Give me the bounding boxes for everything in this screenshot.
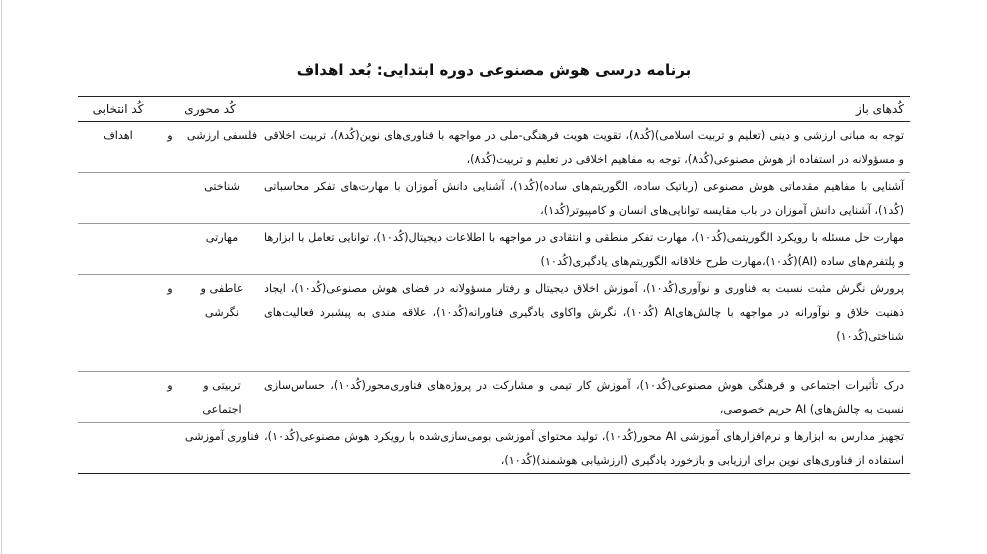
table-row (78, 274, 910, 349)
axial-code-cell: عاطفی و نگرشی (200, 282, 244, 319)
axial-code-cell: شناختی (204, 180, 240, 193)
axial-code-cell: مهارتی (205, 231, 239, 244)
axial-code-cell: فناوری آموزشی (184, 430, 260, 443)
table-row (78, 422, 910, 474)
open-codes-cell: تجهیز مدارس به ابزارها و نرم‌افزارهای آموزشی AI محور(کُد۱۰)، تولید محتوای آموزشی بومی‌سازی‌شده با رویکرد هوش مصنوعی(کُد۱۰)، استفاده از فناوری‌های نوین برای ارزیابی و بازخورد یادگیری (ارزشیابی هوشمند)(کُد۱۰)، (264, 430, 904, 467)
page-edge (1, 0, 2, 554)
header-selective-code: کُد انتخابی (92, 102, 144, 116)
page-title: برنامه درسی هوش مصنوعی دوره ابتدایی: بُعد اهداف (296, 61, 692, 79)
selective-code-cell: اهداف (103, 129, 133, 142)
open-codes-cell: آشنایی با مفاهیم مقدماتی هوش مصنوعی (رباتیک ساده، الگوریتم‌های ساده)(کُد۱)، آشنایی دانش آموزان با مهارت‌های تفکر محاسباتی (کُد۱)، آشنایی دانش آموزان در باب مقایسه توانایی‌های انسان و کامپیوتر(کُد۱)، (264, 180, 905, 217)
conjunction: و (167, 282, 173, 295)
table-header (78, 97, 910, 122)
open-codes-cell: مهارت حل مسئله با رویکرد الگوریتمی(کُد۱۰)، مهارت تفکر منطقی و انتقادی در مواجهه با اطلاعات دیجیتال(کُد۱۰)، توانایی تعامل با ابزارها و پلتفرم‌های ساده (AI)(کُد۱۰)،مهارت طرح خلاقانه الگوریتم‌های یادگیری(کُد۱۰) (264, 231, 904, 268)
conjunction: و (167, 379, 173, 392)
table-row (78, 223, 910, 274)
table-row (78, 172, 910, 223)
axial-code-cell: تربیتی و اجتماعی (202, 379, 242, 416)
header-axial-code: کُد محوری (184, 102, 236, 116)
codes-table (78, 96, 910, 474)
table-row (78, 371, 910, 422)
table-row (78, 122, 910, 172)
open-codes-cell: توجه به مبانی ارزشی و دینی (تعلیم و تربیت اسلامی)(کُد۸)، تقویت هویت فرهنگی-ملی در مواجهه با فناوری‌های نوین(کُد۸)، تربیت اخلاقی و مسؤولانه در استفاده از هوش مصنوعی(کُد۸)، توجه به مفاهیم اخلاقی در تعلیم و تربیت(کُد۸)، (264, 129, 904, 166)
open-codes-cell: درک تأثیرات اجتماعی و فرهنگی هوش مصنوعی(کُد۱۰)، آموزش کار تیمی و مشارکت در پروژه‌های فناوری‌محور(کُد۱۰)، حساس‌سازی نسبت به چالش‌های) AI حریم خصوصی، (264, 379, 904, 416)
axial-code-cell: فلسفی ارزشی (186, 129, 258, 142)
open-codes-cell: پرورش نگرش مثبت نسبت به فناوری و نوآوری(کُد۱۰)، آموزش اخلاق دیجیتال و رفتار مسؤولانه در فضای هوش مصنوعی(کُد۱۰)، ایجاد ذهنیت خلاق و نوآورانه در مواجهه با چالش‌هایAI (کُد۱۰)، نگرش واکاوی یادگیری فناورانه(کُد۱۰)، علاقه مندی به پیشبرد فعالیت‌های شناختی(کُد۱۰) (264, 282, 904, 343)
header-open-codes: کُدهای باز (856, 102, 904, 116)
conjunction: و (167, 129, 173, 142)
